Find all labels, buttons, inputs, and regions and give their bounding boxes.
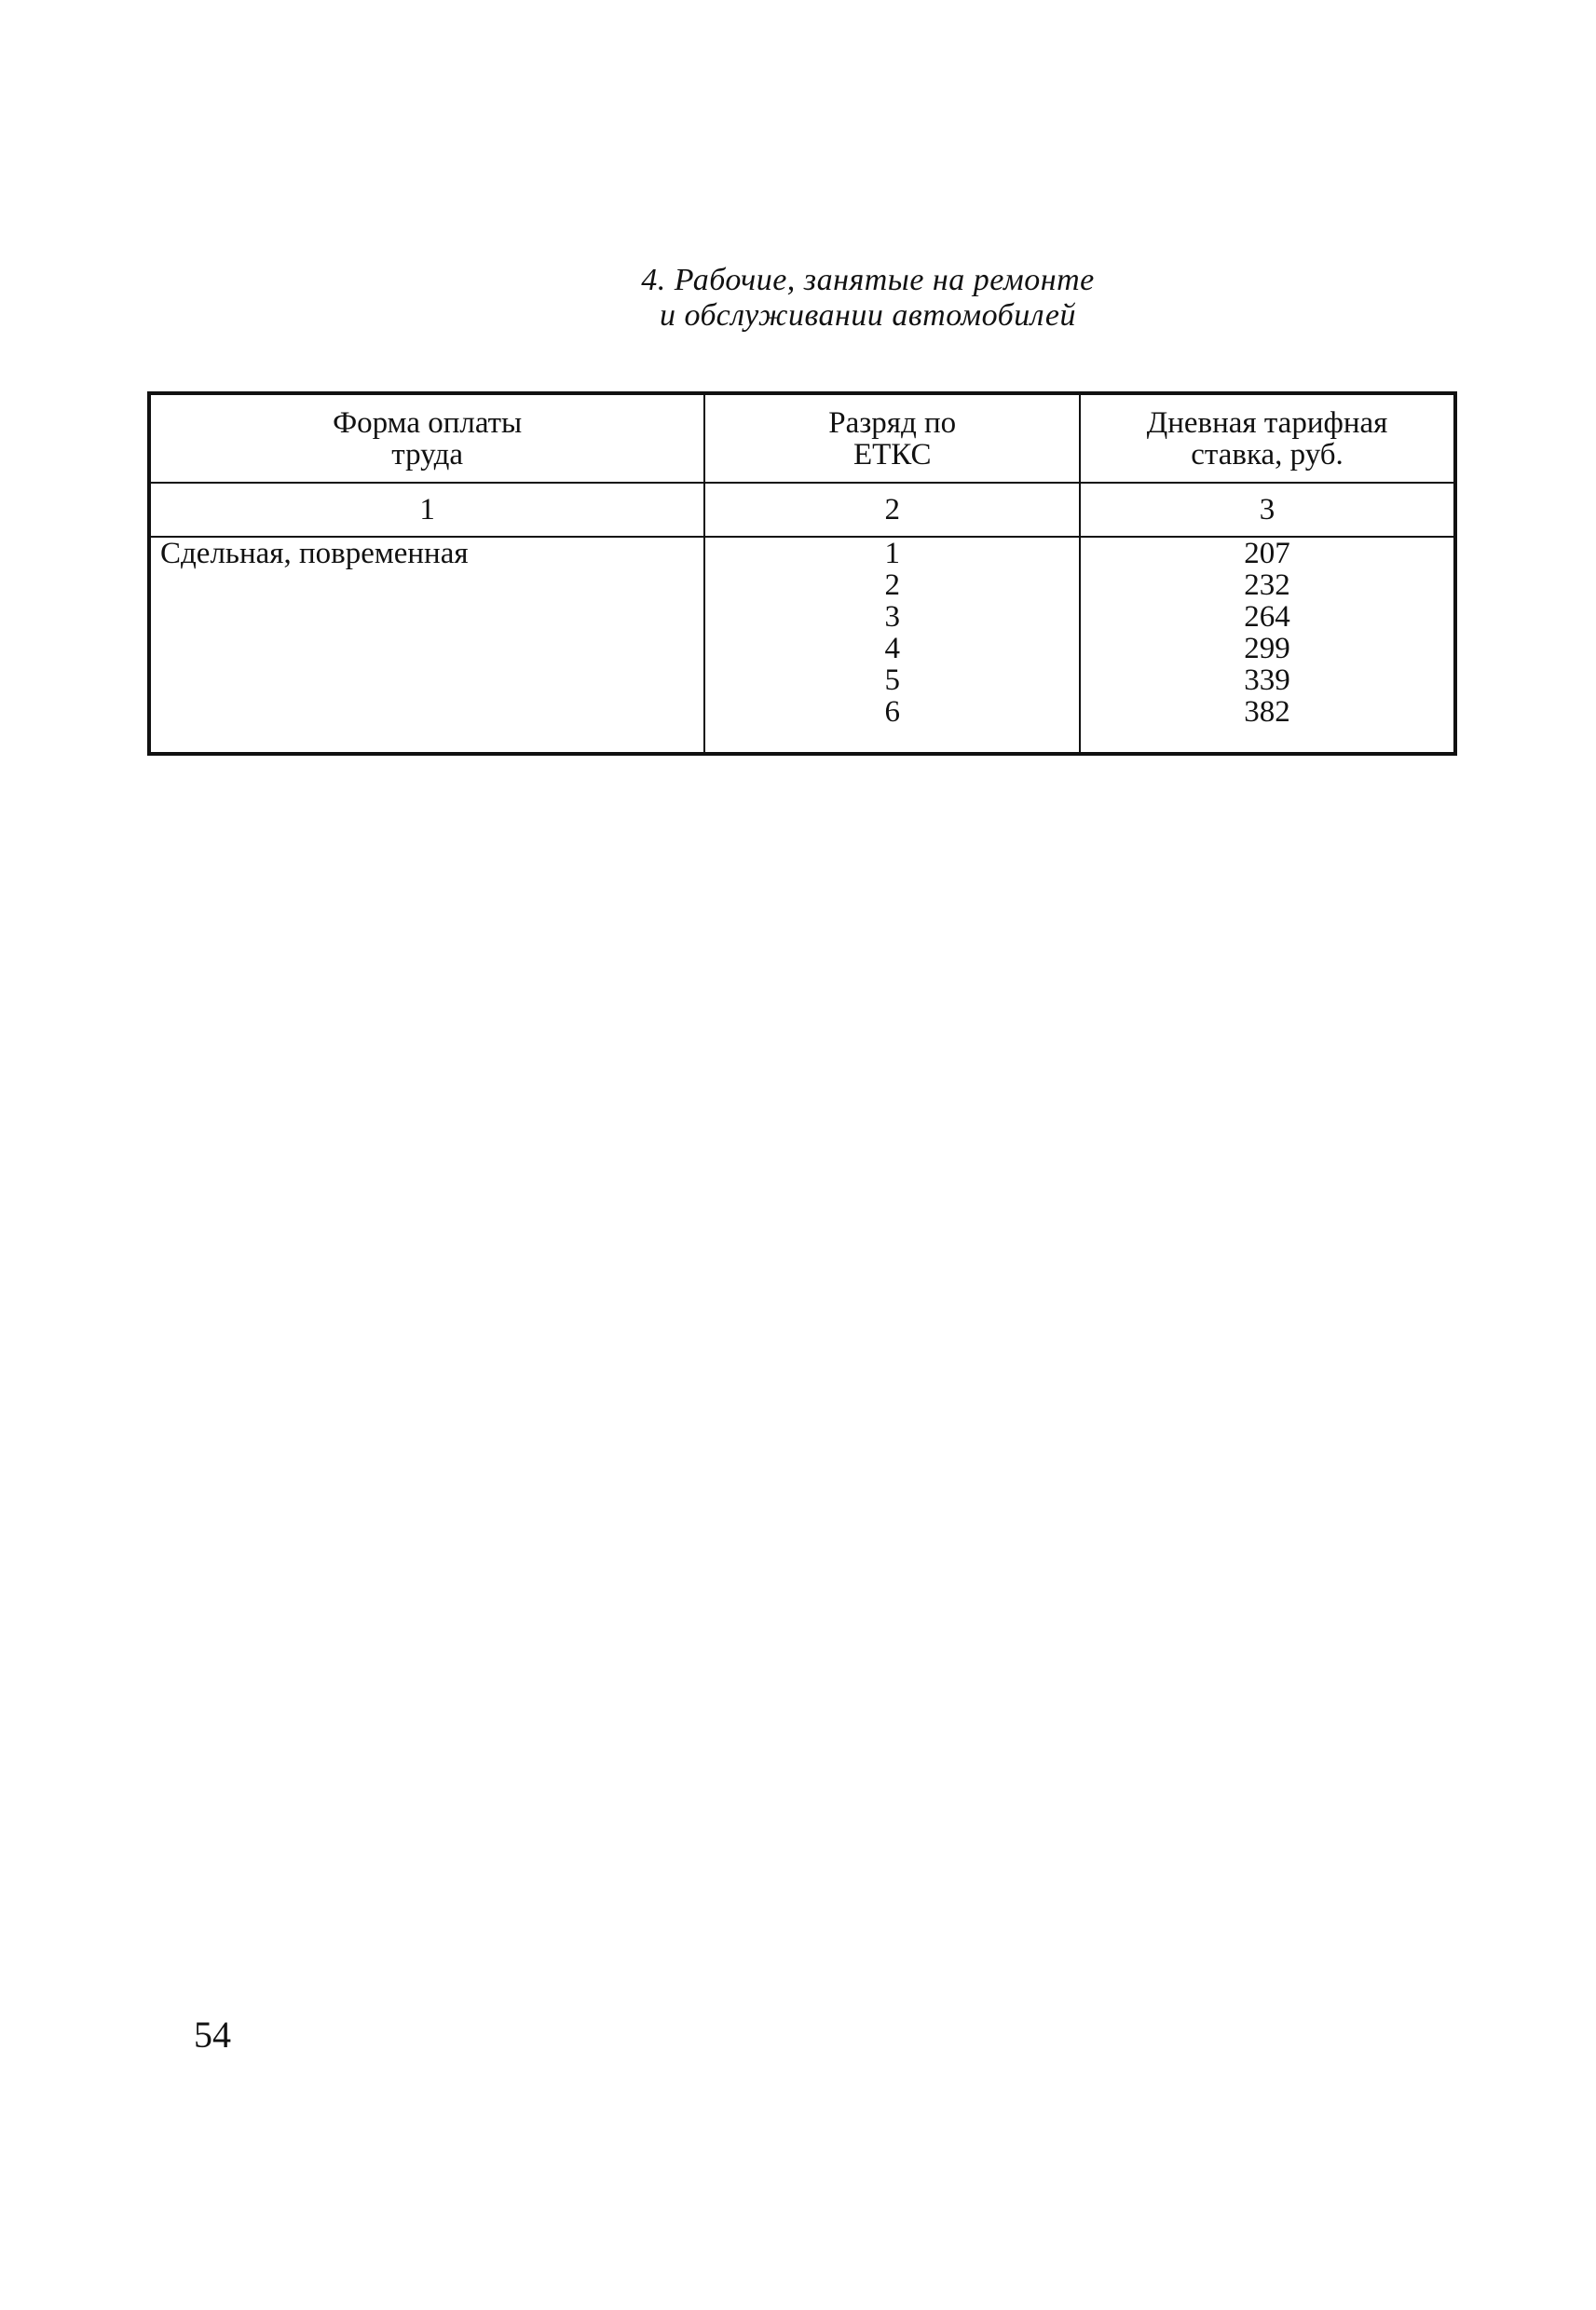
grade-value: 5 (884, 663, 900, 697)
rate-value: 207 (1244, 537, 1290, 570)
column-number-row (149, 483, 1455, 537)
grade-value: 3 (884, 600, 900, 634)
payment-form-cell: Сдельная, повременная (149, 537, 704, 754)
header-payment-form-line-2: труда (391, 437, 464, 472)
rate-value: 339 (1244, 663, 1290, 697)
rate-value: 232 (1244, 568, 1290, 602)
table-row (149, 537, 1455, 754)
header-row (149, 393, 1455, 483)
caption-line-2: и обслуживании автомобилей (659, 298, 1077, 333)
header-payment-form-line-1: Форма оплаты (333, 405, 523, 440)
grade-value: 4 (884, 632, 900, 665)
grade-list-cell (704, 537, 1080, 754)
grade-value: 6 (884, 695, 900, 729)
column-number-2: 2 (704, 483, 1080, 537)
tariff-table (147, 391, 1457, 756)
header-daily-rate-line-1: Дневная тарифная (1146, 405, 1388, 440)
table-caption (0, 263, 1596, 334)
rate-value: 382 (1244, 695, 1290, 729)
rate-value: 264 (1244, 600, 1290, 634)
column-number-1: 1 (149, 483, 704, 537)
header-payment-form (149, 393, 704, 483)
rate-value: 299 (1244, 632, 1290, 665)
page-number: 54 (194, 2014, 231, 2056)
header-grade (704, 393, 1080, 483)
rate-list-cell (1080, 537, 1455, 754)
caption-line-1: 4. Рабочие, занятые на ремонте (641, 263, 1095, 297)
header-grade-line-1: Разряд по (828, 405, 957, 440)
grade-value: 1 (884, 537, 900, 570)
header-grade-line-2: ЕТКС (853, 437, 932, 472)
header-daily-rate-line-2: ставка, руб. (1191, 437, 1344, 472)
header-daily-rate (1080, 393, 1455, 483)
grade-value: 2 (884, 568, 900, 602)
column-number-3: 3 (1080, 483, 1455, 537)
